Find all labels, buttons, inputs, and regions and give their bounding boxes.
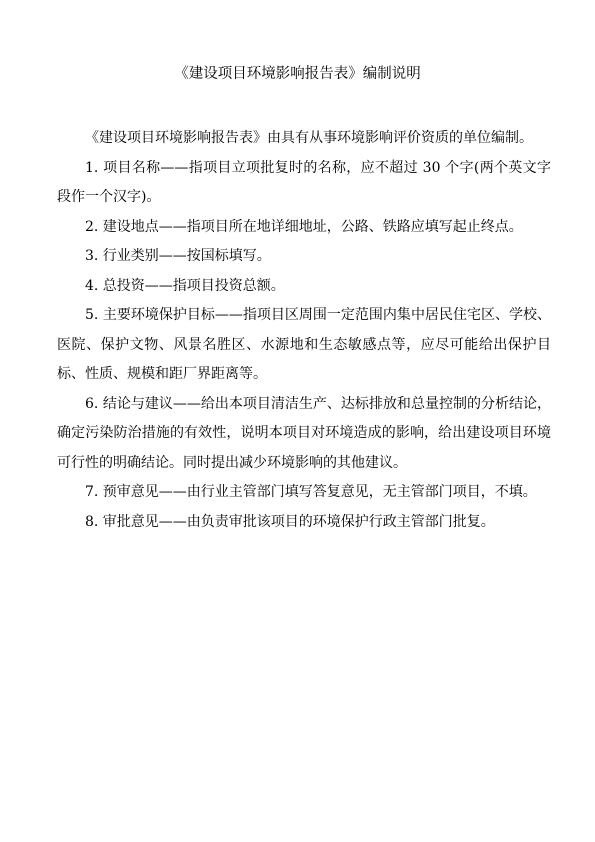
item-protection-targets: 5. 主要环境保护目标——指项目区周围一定范围内集中居民住宅区、学校、医院、保护文物、风景名胜区、水源地和生态敏感点等，应尽可能给出保护目标、性质、规模和距厂界距离等。 (57, 307, 551, 382)
document-body (57, 124, 551, 537)
item-pre-review-opinion: 7. 预审意见——由行业主管部门填写答复意见，无主管部门项目，不填。 (85, 484, 537, 500)
item-industry-category: 3. 行业类别——按国标填写。 (85, 248, 271, 264)
document-title: 《建设项目环境影响报告表》编制说明 (174, 66, 421, 82)
item-approval-opinion: 8. 审批意见——由负责审批该项目的环境保护行政主管部门批复。 (85, 513, 495, 530)
item-conclusions: 6. 结论与建议——给出本项目清洁生产、达标排放和总量控制的分析结论，确定污染防治措施的有效性，说明本项目对环境造成的影响，给出建设项目环境可行性的明确结论。同时提出减少环境影响的其他建议。 (57, 395, 551, 471)
intro-paragraph: 《建设项目环境影响报告表》由具有从事环境影响评价资质的单位编制。 (85, 130, 533, 146)
item-project-name: 1. 项目名称——指项目立项批复时的名称，应不超过 30 个字(两个英文字段作一个汉字)。 (57, 159, 551, 205)
item-total-investment: 4. 总投资——指项目投资总额。 (85, 277, 285, 294)
item-construction-site: 2. 建设地点——指项目所在地详细地址，公路、铁路应填写起止终点。 (85, 218, 523, 235)
